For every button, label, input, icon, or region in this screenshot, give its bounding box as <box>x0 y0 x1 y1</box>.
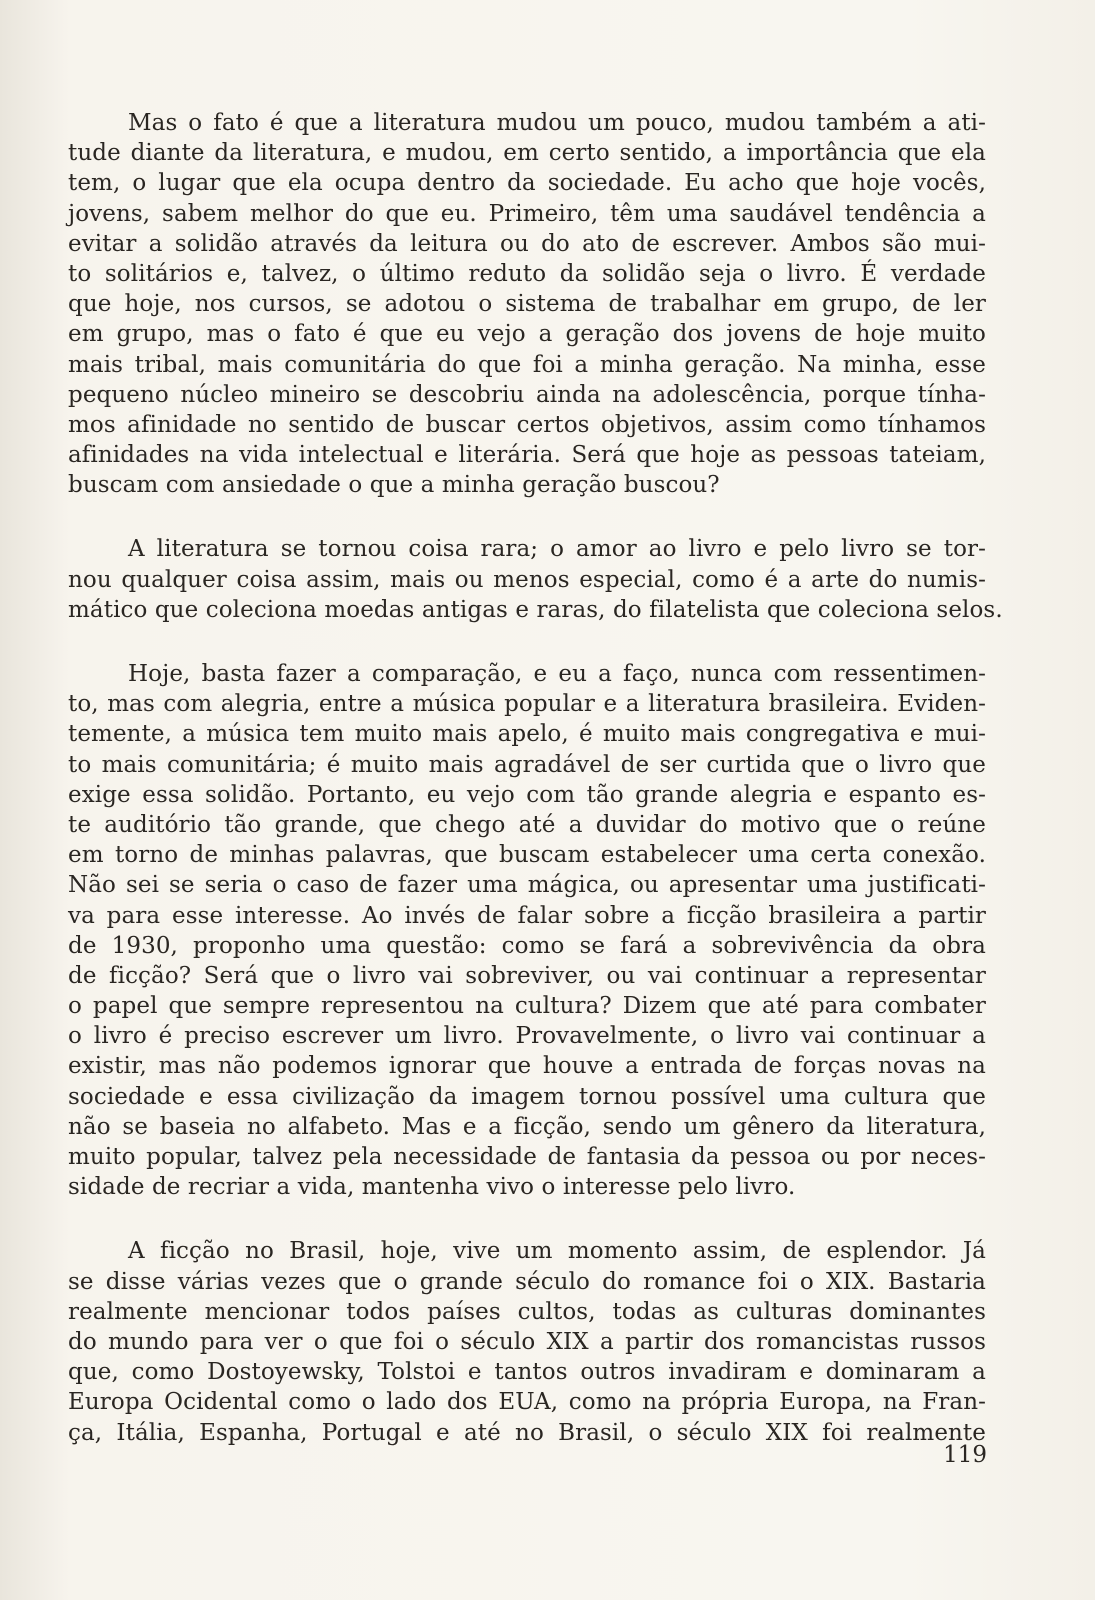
text-line: Não sei se seria o caso de fazer uma mágica, ou apresentar uma justificati- <box>68 872 986 899</box>
text-line: A literatura se tornou coisa rara; o amor ao livro e pelo livro se tor- <box>128 536 986 563</box>
text-line: o livro é preciso escrever um livro. Provavelmente, o livro vai continuar a <box>68 1023 986 1050</box>
text-line: o papel que sempre representou na cultura? Dizem que até para combater <box>68 993 986 1020</box>
text-line: tude diante da literatura, e mudou, em certo sentido, a importância que ela <box>68 140 986 167</box>
text-line: sidade de recriar a vida, mantenha vivo o interesse pelo livro. <box>68 1174 796 1201</box>
text-line: to, mas com alegria, entre a música popular e a literatura brasileira. Eviden- <box>68 691 986 718</box>
text-line: pequeno núcleo mineiro se descobriu ainda na adolescência, porque tínha- <box>68 381 986 408</box>
paragraph <box>68 1236 986 1447</box>
text-line: ça, Itália, Espanha, Portugal e até no Brasil, o século XIX foi realmente <box>68 1419 986 1446</box>
paragraph <box>68 534 1003 625</box>
text-line: va para esse interesse. Ao invés de falar sobre a ficção brasileira a partir <box>68 902 986 929</box>
text-line: em grupo, mas o fato é que eu vejo a geração dos jovens de hoje muito <box>68 321 986 348</box>
text-line: to mais comunitária; é muito mais agradável de ser curtida que o livro que <box>68 751 986 778</box>
text-line: A ficção no Brasil, hoje, vive um momento assim, de esplendor. Já <box>128 1238 986 1265</box>
text-line: em torno de minhas palavras, que buscam estabelecer uma certa conexão. <box>68 842 986 869</box>
text-line: sociedade e essa civilização da imagem tornou possível uma cultura que <box>68 1083 986 1110</box>
text-line: temente, a música tem muito mais apelo, é muito mais congregativa e mui- <box>68 721 986 748</box>
text-line: de ficção? Será que o livro vai sobreviver, ou vai continuar a representar <box>68 962 986 989</box>
text-line: existir, mas não podemos ignorar que houve a entrada de forças novas na <box>68 1053 986 1080</box>
text-line: afinidades na vida intelectual e literária. Será que hoje as pessoas tateiam, <box>68 442 986 469</box>
text-line: mos afinidade no sentido de buscar certos objetivos, assim como tínhamos <box>68 411 986 438</box>
text-line: Europa Ocidental como o lado dos EUA, como na própria Europa, na Fran- <box>68 1389 986 1416</box>
text-line: tem, o lugar que ela ocupa dentro da sociedade. Eu acho que hoje vocês, <box>68 170 986 197</box>
text-line: buscam com ansiedade o que a minha geração buscou? <box>68 472 720 499</box>
text-line: que, como Dostoyewsky, Tolstoi e tantos outros invadiram e dominaram a <box>68 1359 986 1386</box>
paragraph <box>68 659 986 1202</box>
text-line: mais tribal, mais comunitária do que foi a minha geração. Na minha, esse <box>68 351 986 378</box>
text-line: Mas o fato é que a literatura mudou um pouco, mudou também a ati- <box>128 110 986 136</box>
text-line: exige essa solidão. Portanto, eu vejo com tão grande alegria e espanto es- <box>68 781 986 808</box>
text-line: jovens, sabem melhor do que eu. Primeiro, têm uma saudável tendência a <box>68 200 986 227</box>
text-line: mático que coleciona moedas antigas e raras, do filatelista que coleciona selos. <box>68 596 1003 623</box>
text-line: não se baseia no alfabeto. Mas e a ficção, sendo um gênero da literatura, <box>68 1113 986 1140</box>
text-line: que hoje, nos cursos, se adotou o sistema de trabalhar em grupo, de ler <box>68 291 986 318</box>
text-line: se disse várias vezes que o grande século do romance foi o XIX. Bastaria <box>68 1268 986 1295</box>
text-line: nou qualquer coisa assim, mais ou menos especial, como é a arte do numis- <box>68 566 986 593</box>
text-line: to solitários e, talvez, o último reduto da solidão seja o livro. É verdade <box>68 260 986 287</box>
paragraph <box>68 108 986 500</box>
text-line: muito popular, talvez pela necessidade de fantasia da pessoa ou por neces- <box>68 1144 986 1170</box>
body-text <box>68 108 1003 1482</box>
text-line: realmente mencionar todos países cultos, todas as culturas dominantes <box>68 1298 986 1325</box>
page-number: 119 <box>943 1442 987 1468</box>
text-line: te auditório tão grande, que chego até a duvidar do motivo que o reúne <box>68 811 986 838</box>
text-line: do mundo para ver o que foi o século XIX a partir dos romancistas russos <box>68 1328 986 1355</box>
text-line: Hoje, basta fazer a comparação, e eu a faço, nunca com ressentimen- <box>128 661 986 687</box>
text-line: de 1930, proponho uma questão: como se fará a sobrevivência da obra <box>68 932 986 959</box>
text-line: evitar a solidão através da leitura ou do ato de escrever. Ambos são mui- <box>68 230 986 257</box>
